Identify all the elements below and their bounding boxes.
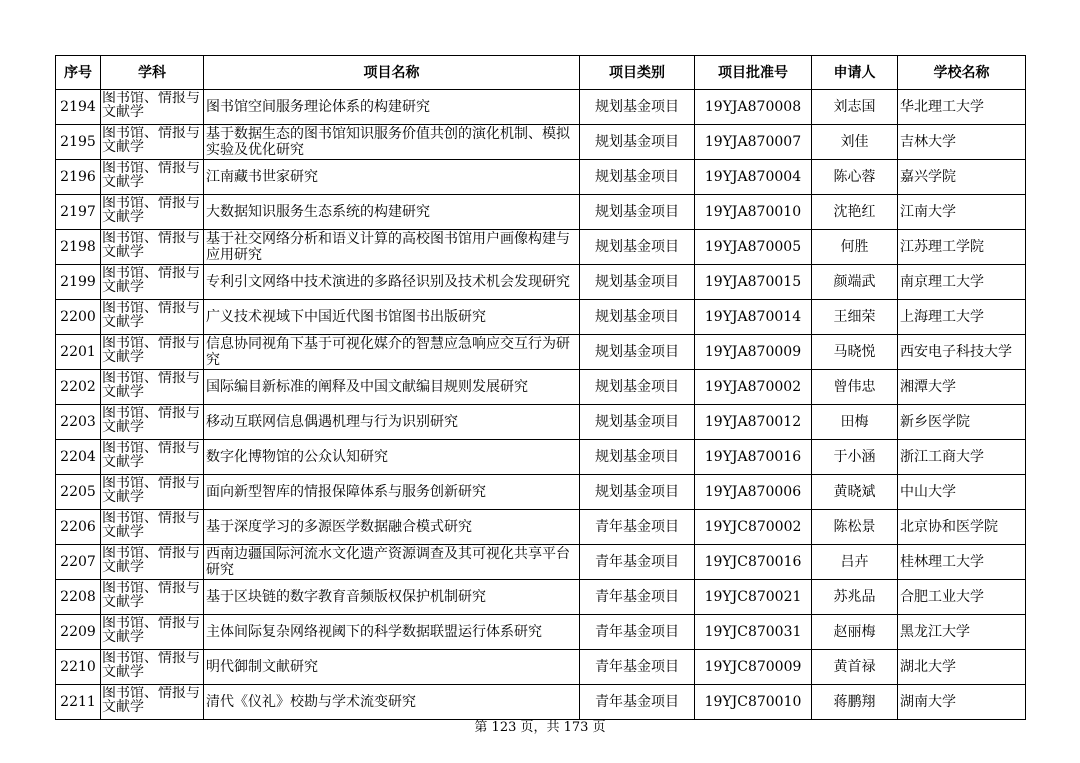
row-serial: 2197 [60, 204, 96, 220]
row-project-type: 青年基金项目 [595, 589, 679, 605]
row-project-type: 青年基金项目 [595, 554, 679, 570]
row-serial: 2203 [60, 414, 96, 430]
row-approval-code: 19YJA870008 [704, 99, 802, 115]
row-applicant: 苏兆品 [833, 589, 876, 605]
row-project-type: 青年基金项目 [595, 519, 679, 535]
row-approval-code: 19YJA870014 [704, 309, 802, 325]
header-subject: 学科 [101, 56, 204, 90]
row-serial: 2196 [60, 169, 96, 185]
row-subject: 图书馆、情报与文献学 [102, 406, 200, 435]
row-subject: 图书馆、情报与文献学 [102, 336, 200, 365]
row-school: 嘉兴学院 [900, 169, 956, 185]
row-applicant: 沈艳红 [833, 204, 876, 220]
row-applicant: 王细荣 [833, 309, 876, 325]
page-number: 第 123 页，共 173 页 [474, 720, 606, 735]
table-header-row [56, 56, 1026, 90]
row-project-name: 信息协同视角下基于可视化媒介的智慧应急响应交互行为研究 [206, 336, 570, 368]
row-school: 吉林大学 [900, 134, 956, 150]
row-project-name: 广义技术视域下中国近代图书馆图书出版研究 [206, 309, 486, 325]
row-project-type: 规划基金项目 [595, 274, 679, 290]
table-row [56, 265, 1026, 300]
row-project-name: 面向新型智库的情报保障体系与服务创新研究 [206, 484, 486, 500]
row-approval-code: 19YJC870016 [704, 554, 802, 570]
row-project-name: 江南藏书世家研究 [206, 169, 318, 185]
table-row [56, 90, 1026, 125]
table-row [56, 440, 1026, 475]
row-school: 北京协和医学院 [900, 519, 998, 535]
row-serial: 2206 [60, 519, 96, 535]
table-row [56, 545, 1026, 580]
row-subject: 图书馆、情报与文献学 [102, 266, 200, 295]
row-project-type: 规划基金项目 [595, 484, 679, 500]
row-subject: 图书馆、情报与文献学 [102, 371, 200, 400]
row-serial: 2205 [60, 484, 96, 500]
table-row [56, 510, 1026, 545]
header-school: 学校名称 [898, 56, 1026, 90]
row-applicant: 陈松景 [833, 519, 876, 535]
row-approval-code: 19YJA870007 [704, 134, 802, 150]
row-school: 黑龙江大学 [900, 624, 970, 640]
row-applicant: 黄首禄 [833, 659, 876, 675]
row-applicant: 吕卉 [840, 554, 869, 570]
header-project-type: 项目类别 [580, 56, 695, 90]
row-approval-code: 19YJA870016 [704, 449, 802, 465]
table-row [56, 125, 1026, 160]
row-project-type: 规划基金项目 [595, 99, 679, 115]
row-school: 中山大学 [900, 484, 956, 500]
row-project-type: 青年基金项目 [595, 624, 679, 640]
row-project-type: 规划基金项目 [595, 414, 679, 430]
header-project-name: 项目名称 [204, 56, 580, 90]
row-school: 上海理工大学 [900, 309, 984, 325]
row-school: 华北理工大学 [900, 99, 984, 115]
row-subject: 图书馆、情报与文献学 [102, 511, 200, 540]
row-approval-code: 19YJA870015 [704, 274, 802, 290]
row-project-type: 规划基金项目 [595, 309, 679, 325]
row-project-name: 专利引文网络中技术演进的多路径识别及技术机会发现研究 [206, 274, 570, 290]
row-approval-code: 19YJA870005 [704, 239, 802, 255]
row-subject: 图书馆、情报与文献学 [102, 126, 200, 155]
row-approval-code: 19YJA870012 [704, 414, 802, 430]
row-subject: 图书馆、情报与文献学 [102, 196, 200, 225]
row-approval-code: 19YJC870002 [704, 519, 802, 535]
row-serial: 2202 [60, 379, 96, 395]
row-applicant: 刘佳 [840, 134, 869, 150]
row-subject: 图书馆、情报与文献学 [102, 301, 200, 330]
table-row [56, 335, 1026, 370]
row-applicant: 颜端武 [833, 274, 876, 290]
row-school: 合肥工业大学 [900, 589, 984, 605]
row-subject: 图书馆、情报与文献学 [102, 161, 200, 190]
row-project-name: 图书馆空间服务理论体系的构建研究 [206, 99, 430, 115]
row-approval-code: 19YJA870009 [704, 344, 802, 360]
row-project-type: 规划基金项目 [595, 449, 679, 465]
row-applicant: 何胜 [840, 239, 869, 255]
row-applicant: 陈心蓉 [833, 169, 876, 185]
row-serial: 2209 [60, 624, 96, 640]
row-serial: 2211 [60, 694, 96, 710]
row-project-name: 数字化博物馆的公众认知研究 [206, 449, 388, 465]
row-school: 浙江工商大学 [900, 449, 984, 465]
row-approval-code: 19YJA870010 [704, 204, 802, 220]
row-serial: 2207 [60, 554, 96, 570]
row-applicant: 赵丽梅 [833, 624, 876, 640]
row-subject: 图书馆、情报与文献学 [102, 616, 200, 645]
row-project-type: 规划基金项目 [595, 169, 679, 185]
row-school: 湖北大学 [900, 659, 956, 675]
row-project-name: 基于深度学习的多源医学数据融合模式研究 [206, 519, 472, 535]
row-serial: 2194 [60, 99, 96, 115]
row-school: 湘潭大学 [900, 379, 956, 395]
row-serial: 2201 [60, 344, 96, 360]
row-project-name: 基于区块链的数字教育音频版权保护机制研究 [206, 589, 486, 605]
header-serial: 序号 [56, 56, 101, 90]
table-row [56, 580, 1026, 615]
row-project-name: 西南边疆国际河流水文化遗产资源调查及其可视化共享平台研究 [206, 546, 570, 578]
row-subject: 图书馆、情报与文献学 [102, 91, 200, 120]
table-row [56, 475, 1026, 510]
table-row [56, 160, 1026, 195]
table-row [56, 615, 1026, 650]
row-project-type: 青年基金项目 [595, 659, 679, 675]
table-row [56, 195, 1026, 230]
row-subject: 图书馆、情报与文献学 [102, 651, 200, 680]
row-applicant: 曾伟忠 [833, 379, 876, 395]
row-approval-code: 19YJC870021 [704, 589, 802, 605]
row-applicant: 田梅 [840, 414, 869, 430]
row-subject: 图书馆、情报与文献学 [102, 686, 200, 715]
row-subject: 图书馆、情报与文献学 [102, 231, 200, 260]
row-approval-code: 19YJC870031 [704, 624, 802, 640]
row-school: 江苏理工学院 [900, 239, 984, 255]
row-subject: 图书馆、情报与文献学 [102, 476, 200, 505]
row-project-name: 基于社交网络分析和语义计算的高校图书馆用户画像构建与应用研究 [206, 231, 570, 263]
row-subject: 图书馆、情报与文献学 [102, 581, 200, 610]
row-subject: 图书馆、情报与文献学 [102, 546, 200, 575]
row-approval-code: 19YJA870006 [704, 484, 802, 500]
row-serial: 2210 [60, 659, 96, 675]
row-school: 南京理工大学 [900, 274, 984, 290]
row-school: 桂林理工大学 [900, 554, 984, 570]
row-project-type: 规划基金项目 [595, 239, 679, 255]
row-school: 湖南大学 [900, 694, 956, 710]
table-row [56, 650, 1026, 685]
table-row [56, 405, 1026, 440]
header-approval-code: 项目批准号 [695, 56, 812, 90]
row-serial: 2204 [60, 449, 96, 465]
row-project-name: 主体间际复杂网络视阈下的科学数据联盟运行体系研究 [206, 624, 542, 640]
row-project-name: 明代御制文献研究 [206, 659, 318, 675]
row-school: 新乡医学院 [900, 414, 970, 430]
row-project-name: 基于数据生态的图书馆知识服务价值共创的演化机制、模拟实验及优化研究 [206, 126, 570, 158]
table-row [56, 300, 1026, 335]
row-project-name: 国际编目新标准的阐释及中国文献编目规则发展研究 [206, 379, 528, 395]
row-approval-code: 19YJC870009 [704, 659, 802, 675]
row-serial: 2195 [60, 134, 96, 150]
table-row [56, 685, 1026, 720]
table-row [56, 370, 1026, 405]
project-table [55, 55, 1026, 720]
row-project-type: 规划基金项目 [595, 134, 679, 150]
row-approval-code: 19YJC870010 [704, 694, 802, 710]
row-school: 西安电子科技大学 [900, 344, 1012, 360]
row-approval-code: 19YJA870004 [704, 169, 802, 185]
row-project-type: 青年基金项目 [595, 694, 679, 710]
row-school: 江南大学 [900, 204, 956, 220]
row-subject: 图书馆、情报与文献学 [102, 441, 200, 470]
row-serial: 2198 [60, 239, 96, 255]
row-project-name: 清代《仪礼》校勘与学术流变研究 [206, 694, 416, 710]
row-project-type: 规划基金项目 [595, 379, 679, 395]
row-project-name: 移动互联网信息偶遇机理与行为识别研究 [206, 414, 458, 430]
row-approval-code: 19YJA870002 [704, 379, 802, 395]
row-applicant: 黄晓斌 [833, 484, 876, 500]
header-applicant: 申请人 [812, 56, 898, 90]
row-applicant: 蒋鹏翔 [833, 694, 876, 710]
row-applicant: 刘志国 [833, 99, 876, 115]
row-project-type: 规划基金项目 [595, 204, 679, 220]
row-serial: 2208 [60, 589, 96, 605]
row-applicant: 于小涵 [833, 449, 876, 465]
row-serial: 2199 [60, 274, 96, 290]
row-project-type: 规划基金项目 [595, 344, 679, 360]
row-serial: 2200 [60, 309, 96, 325]
table-row [56, 230, 1026, 265]
row-applicant: 马晓悦 [833, 344, 876, 360]
row-project-name: 大数据知识服务生态系统的构建研究 [206, 204, 430, 220]
